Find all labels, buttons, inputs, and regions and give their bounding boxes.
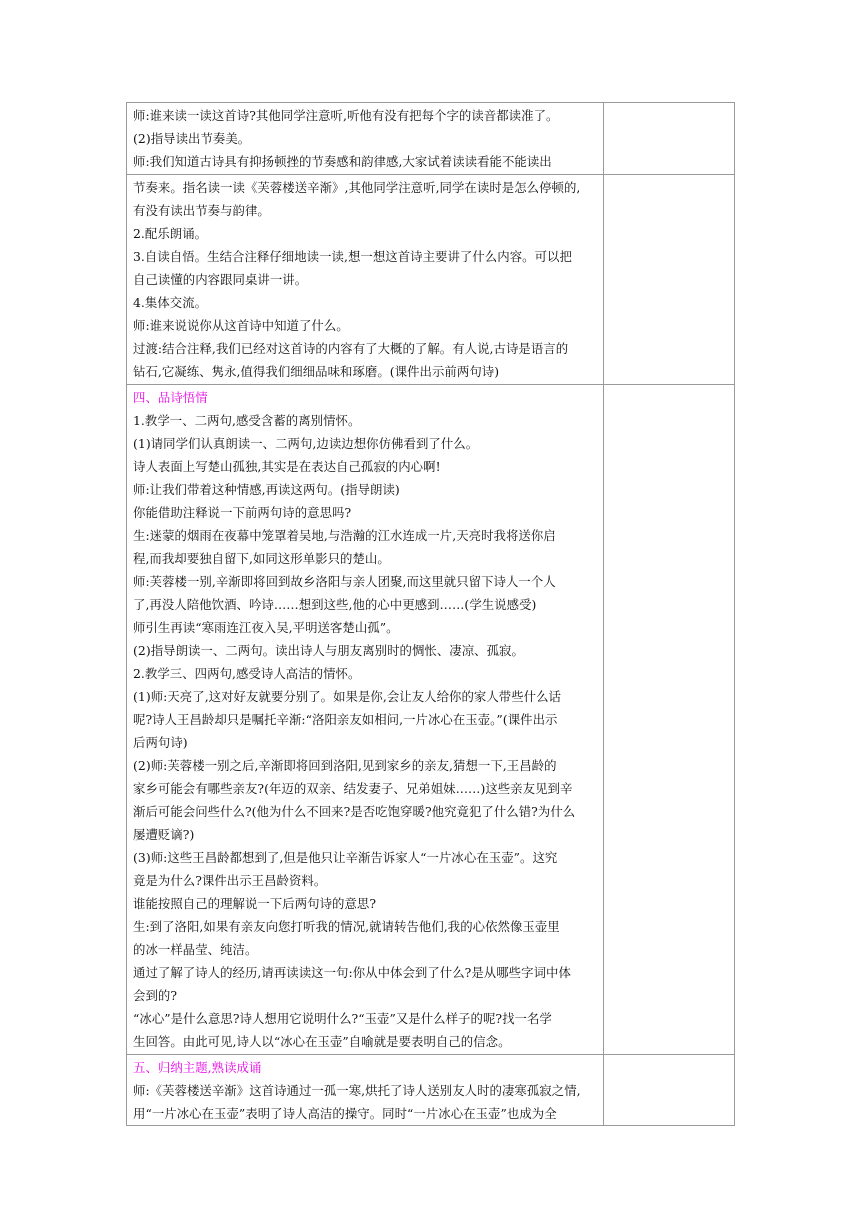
text-line: 师:谁来读一读这首诗?其他同学注意听,听他有没有把每个字的读音都读准了。: [133, 108, 559, 123]
notes-cell: [604, 175, 735, 385]
text-line: 节奏来。指名读一读《芙蓉楼送辛渐》,其他同学注意听,同学在读时是怎么停顿的,: [133, 180, 581, 195]
text-line: 屡遭贬谪?): [133, 827, 195, 842]
lesson-plan-table: [126, 102, 735, 1126]
text-line: (1)师:天亮了,这对好友就要分别了。如果是你,会让友人给你的家人带些什么话: [133, 689, 562, 704]
section-heading: 四、品诗悟情: [133, 390, 208, 405]
content-cell: [127, 385, 604, 1055]
table-row: [127, 103, 735, 175]
text-line: 师:《芙蓉楼送辛渐》这首诗通过一孤一寒,烘托了诗人送别友人时的凄寒孤寂之情,: [133, 1083, 581, 1098]
text-line: 生:迷蒙的烟雨在夜幕中笼罩着吴地,与浩瀚的江水连成一片,天亮时我将送你启: [133, 528, 556, 543]
text-line: 的冰一样晶莹、纯洁。: [133, 942, 258, 957]
table-row: [127, 1055, 735, 1126]
text-line: 诗人表面上写楚山孤独,其实是在表达自己孤寂的内心啊!: [133, 459, 441, 474]
text-line: 竟是为什么?课件出示王昌龄资料。: [133, 873, 327, 888]
text-line: 4.集体交流。: [133, 295, 208, 310]
notes-cell: [604, 103, 735, 175]
content-cell: [127, 1055, 604, 1126]
text-line: 渐后可能会问些什么?(他为什么不回来?是否吃饱穿暖?他究竟犯了什么错?为什么: [133, 804, 576, 819]
text-line: 你能借助注释说一下前两句诗的意思吗?: [133, 505, 352, 520]
text-line: (3)师:这些王昌龄都想到了,但是他只让辛渐告诉家人“一片冰心在玉壶”。这究: [133, 850, 558, 865]
text-line: 生回答。由此可见,诗人以“冰心在玉壶”自喻就是要表明自己的信念。: [133, 1034, 511, 1049]
text-line: 师:我们知道古诗具有抑扬顿挫的节奏感和韵律感,大家试着读读看能不能读出: [133, 154, 552, 169]
text-line: 呢?诗人王昌龄却只是嘱托辛渐:“洛阳亲友如相问,一片冰心在玉壶。”(课件出示: [133, 712, 558, 727]
text-line: 会到的?: [133, 988, 178, 1003]
table-row: [127, 175, 735, 385]
text-line: 钻石,它凝练、隽永,值得我们细细品味和琢磨。(课件出示前两句诗): [133, 364, 500, 379]
text-line: 程,而我却要独自留下,如同这形单影只的楚山。: [133, 551, 390, 566]
text-line: 生:到了洛阳,如果有亲友向您打听我的情况,就请转告他们,我的心依然像玉壶里: [133, 919, 560, 934]
text-line: (2)指导读出节奏美。: [133, 131, 251, 146]
text-line: 2.配乐朗诵。: [133, 226, 208, 241]
text-line: 家乡可能会有哪些亲友?(年迈的双亲、结发妻子、兄弟姐妹……)这些亲友见到辛: [133, 781, 573, 796]
text-line: (1)请同学们认真朗读一、二两句,边读边想你仿佛看到了什么。: [133, 436, 479, 451]
text-line: 师:谁来说说你从这首诗中知道了什么。: [133, 318, 349, 333]
text-line: 3.自读自悟。生结合注释仔细地读一读,想一想这首诗主要讲了什么内容。可以把: [133, 249, 572, 264]
text-line: 通过了解了诗人的经历,请再读读这一句:你从中体会到了什么?是从哪些字词中体: [133, 965, 571, 980]
section-heading: 五、归纳主题,熟读成诵: [133, 1060, 262, 1075]
text-line: 师引生再读“寒雨连江夜入吴,平明送客楚山孤”。: [133, 620, 399, 635]
text-line: 后两句诗): [133, 735, 188, 750]
text-line: (2)师:芙蓉楼一别之后,辛渐即将回到洛阳,见到家乡的亲友,猜想一下,王昌龄的: [133, 758, 557, 773]
text-line: 有没有读出节奏与韵律。: [133, 203, 270, 218]
text-line: 自己读懂的内容跟同桌讲一讲。: [133, 272, 308, 287]
notes-cell: [604, 385, 735, 1055]
text-line: 过渡:结合注释,我们已经对这首诗的内容有了大概的了解。有人说,古诗是语言的: [133, 341, 569, 356]
content-cell: [127, 175, 604, 385]
text-line: “冰心”是什么意思?诗人想用它说明什么?“玉壶”又是什么样子的呢?找一名学: [133, 1011, 552, 1026]
text-line: 师:芙蓉楼一别,辛渐即将回到故乡洛阳与亲人团聚,而这里就只留下诗人一个人: [133, 574, 556, 589]
table-row: [127, 385, 735, 1055]
text-line: 2.教学三、四两句,感受诗人高洁的情怀。: [133, 666, 361, 681]
notes-cell: [604, 1055, 735, 1126]
text-line: 1.教学一、二两句,感受含蓄的离别情怀。: [133, 413, 361, 428]
text-line: 谁能按照自己的理解说一下后两句诗的意思?: [133, 896, 377, 911]
text-line: 师:让我们带着这种情感,再读这两句。(指导朗读): [133, 482, 400, 497]
text-line: 用“一片冰心在玉壶”表明了诗人高洁的操守。同时“一片冰心在玉壶”也成为全: [133, 1106, 557, 1121]
text-line: (2)指导朗读一、二两句。读出诗人与朋友离别时的惆怅、凄凉、孤寂。: [133, 643, 524, 658]
text-line: 了,再没人陪他饮酒、吟诗……想到这些,他的心中更感到……(学生说感受): [133, 597, 537, 612]
content-cell: [127, 103, 604, 175]
